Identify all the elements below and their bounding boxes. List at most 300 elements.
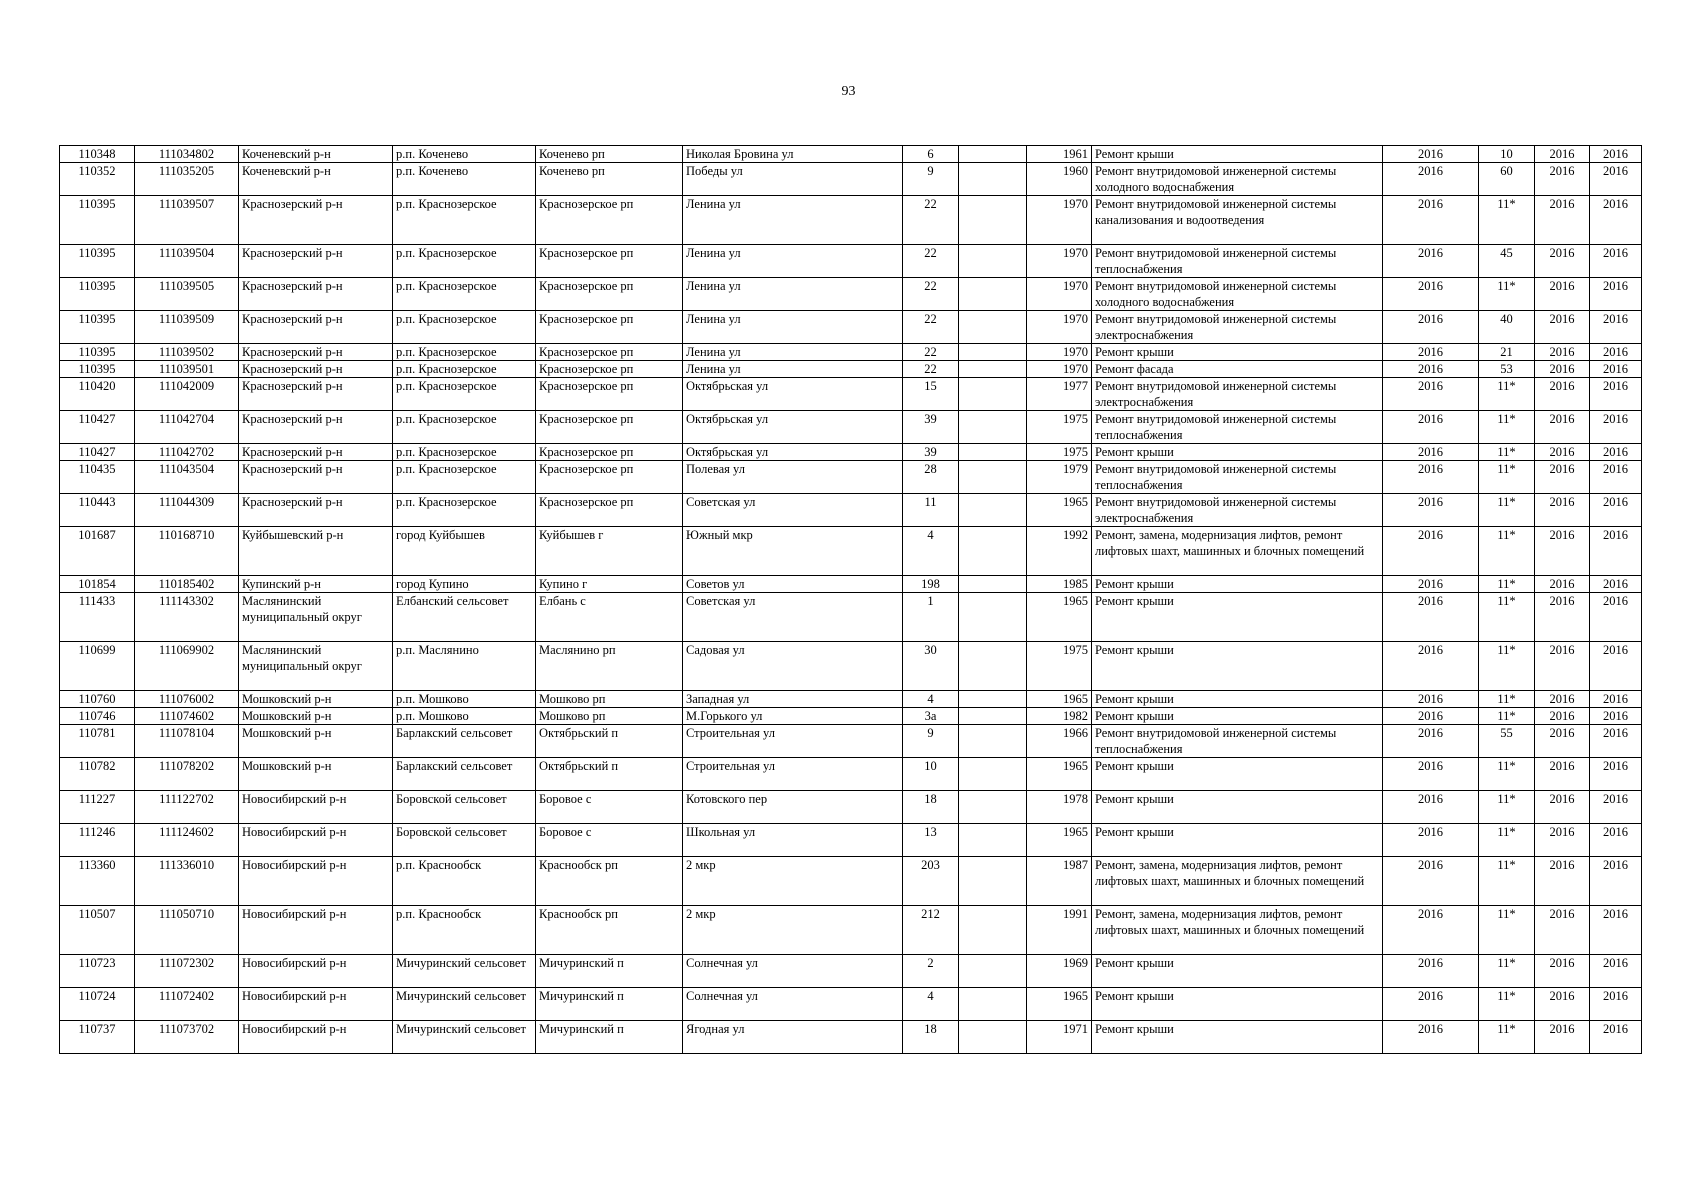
cell-code: 111124602 bbox=[135, 824, 239, 857]
cell-code: 111143302 bbox=[135, 593, 239, 642]
table-row bbox=[60, 411, 1642, 444]
cell-plan-year: 2016 bbox=[1383, 1021, 1479, 1054]
cell-code: 111044309 bbox=[135, 494, 239, 527]
cell-id: 110724 bbox=[60, 988, 135, 1021]
cell-work-type: Ремонт внутридомовой инженерной системы холодного водоснабжения bbox=[1092, 163, 1383, 196]
cell-start-year: 2016 bbox=[1535, 576, 1590, 593]
cell-extra bbox=[959, 576, 1027, 593]
cell-extra bbox=[959, 311, 1027, 344]
cell-value: 11* bbox=[1479, 576, 1535, 593]
cell-plan-year: 2016 bbox=[1383, 278, 1479, 311]
cell-end-year: 2016 bbox=[1590, 593, 1642, 642]
cell-municipality: р.п. Краснозерское bbox=[393, 311, 536, 344]
table-row bbox=[60, 955, 1642, 988]
cell-start-year: 2016 bbox=[1535, 411, 1590, 444]
cell-work-type: Ремонт крыши bbox=[1092, 708, 1383, 725]
cell-year-built: 1985 bbox=[1027, 576, 1092, 593]
cell-locality: Мичуринский п bbox=[536, 1021, 683, 1054]
cell-year-built: 1970 bbox=[1027, 245, 1092, 278]
cell-house: 4 bbox=[903, 988, 959, 1021]
cell-house: 22 bbox=[903, 278, 959, 311]
cell-extra bbox=[959, 642, 1027, 691]
cell-start-year: 2016 bbox=[1535, 378, 1590, 411]
cell-start-year: 2016 bbox=[1535, 988, 1590, 1021]
cell-start-year: 2016 bbox=[1535, 725, 1590, 758]
cell-municipality: Барлакский сельсовет bbox=[393, 725, 536, 758]
cell-plan-year: 2016 bbox=[1383, 857, 1479, 906]
cell-code: 110168710 bbox=[135, 527, 239, 576]
cell-id: 110781 bbox=[60, 725, 135, 758]
table-row bbox=[60, 163, 1642, 196]
cell-house: 4 bbox=[903, 691, 959, 708]
cell-house: 22 bbox=[903, 196, 959, 245]
cell-house: 3а bbox=[903, 708, 959, 725]
cell-street: Котовского пер bbox=[683, 791, 903, 824]
cell-id: 110699 bbox=[60, 642, 135, 691]
cell-value: 11* bbox=[1479, 411, 1535, 444]
cell-extra bbox=[959, 593, 1027, 642]
cell-municipality: город Куйбышев bbox=[393, 527, 536, 576]
cell-code: 111039501 bbox=[135, 361, 239, 378]
cell-district: Мошковский р-н bbox=[239, 708, 393, 725]
cell-start-year: 2016 bbox=[1535, 361, 1590, 378]
cell-locality: Краснозерское рп bbox=[536, 245, 683, 278]
cell-code: 111042704 bbox=[135, 411, 239, 444]
cell-house: 22 bbox=[903, 344, 959, 361]
table-row bbox=[60, 311, 1642, 344]
cell-work-type: Ремонт крыши bbox=[1092, 988, 1383, 1021]
cell-district: Краснозерский р-н bbox=[239, 444, 393, 461]
cell-year-built: 1979 bbox=[1027, 461, 1092, 494]
cell-extra bbox=[959, 691, 1027, 708]
cell-value: 40 bbox=[1479, 311, 1535, 344]
cell-value: 53 bbox=[1479, 361, 1535, 378]
cell-end-year: 2016 bbox=[1590, 245, 1642, 278]
cell-locality: Краснообск рп bbox=[536, 906, 683, 955]
cell-district: Мошковский р-н bbox=[239, 758, 393, 791]
cell-year-built: 1975 bbox=[1027, 642, 1092, 691]
cell-start-year: 2016 bbox=[1535, 708, 1590, 725]
cell-value: 11* bbox=[1479, 906, 1535, 955]
cell-code: 111069902 bbox=[135, 642, 239, 691]
table-row bbox=[60, 642, 1642, 691]
cell-district: Краснозерский р-н bbox=[239, 494, 393, 527]
cell-code: 110185402 bbox=[135, 576, 239, 593]
cell-year-built: 1966 bbox=[1027, 725, 1092, 758]
cell-value: 11* bbox=[1479, 461, 1535, 494]
cell-plan-year: 2016 bbox=[1383, 163, 1479, 196]
cell-value: 60 bbox=[1479, 163, 1535, 196]
cell-extra bbox=[959, 906, 1027, 955]
cell-street: Октябрьская ул bbox=[683, 411, 903, 444]
cell-year-built: 1991 bbox=[1027, 906, 1092, 955]
cell-municipality: Мичуринский сельсовет bbox=[393, 955, 536, 988]
cell-year-built: 1970 bbox=[1027, 196, 1092, 245]
cell-code: 111050710 bbox=[135, 906, 239, 955]
cell-street: Ленина ул bbox=[683, 311, 903, 344]
table-row bbox=[60, 824, 1642, 857]
cell-district: Купинский р-н bbox=[239, 576, 393, 593]
cell-end-year: 2016 bbox=[1590, 278, 1642, 311]
cell-work-type: Ремонт крыши bbox=[1092, 1021, 1383, 1054]
cell-plan-year: 2016 bbox=[1383, 411, 1479, 444]
table-row bbox=[60, 691, 1642, 708]
cell-work-type: Ремонт крыши bbox=[1092, 576, 1383, 593]
cell-extra bbox=[959, 527, 1027, 576]
cell-value: 11* bbox=[1479, 278, 1535, 311]
cell-year-built: 1970 bbox=[1027, 278, 1092, 311]
cell-code: 111042702 bbox=[135, 444, 239, 461]
cell-value: 11* bbox=[1479, 708, 1535, 725]
cell-municipality: Мичуринский сельсовет bbox=[393, 988, 536, 1021]
cell-code: 111043504 bbox=[135, 461, 239, 494]
cell-work-type: Ремонт, замена, модернизация лифтов, ремонт лифтовых шахт, машинных и блочных помещений bbox=[1092, 527, 1383, 576]
cell-end-year: 2016 bbox=[1590, 361, 1642, 378]
cell-start-year: 2016 bbox=[1535, 494, 1590, 527]
cell-year-built: 1987 bbox=[1027, 857, 1092, 906]
cell-street: Садовая ул bbox=[683, 642, 903, 691]
cell-year-built: 1971 bbox=[1027, 1021, 1092, 1054]
cell-work-type: Ремонт внутридомовой инженерной системы холодного водоснабжения bbox=[1092, 278, 1383, 311]
cell-municipality: р.п. Краснозерское bbox=[393, 494, 536, 527]
cell-locality: Коченево рп bbox=[536, 146, 683, 163]
cell-id: 110507 bbox=[60, 906, 135, 955]
cell-work-type: Ремонт внутридомовой инженерной системы электроснабжения bbox=[1092, 378, 1383, 411]
cell-id: 110760 bbox=[60, 691, 135, 708]
table-row bbox=[60, 245, 1642, 278]
cell-start-year: 2016 bbox=[1535, 955, 1590, 988]
cell-plan-year: 2016 bbox=[1383, 494, 1479, 527]
cell-work-type: Ремонт крыши bbox=[1092, 642, 1383, 691]
cell-house: 2 bbox=[903, 955, 959, 988]
table-row bbox=[60, 791, 1642, 824]
cell-end-year: 2016 bbox=[1590, 824, 1642, 857]
cell-extra bbox=[959, 444, 1027, 461]
cell-house: 203 bbox=[903, 857, 959, 906]
cell-street: Николая Бровина ул bbox=[683, 146, 903, 163]
cell-extra bbox=[959, 461, 1027, 494]
cell-start-year: 2016 bbox=[1535, 196, 1590, 245]
cell-extra bbox=[959, 988, 1027, 1021]
cell-municipality: Мичуринский сельсовет bbox=[393, 1021, 536, 1054]
cell-house: 9 bbox=[903, 163, 959, 196]
cell-work-type: Ремонт крыши bbox=[1092, 758, 1383, 791]
cell-municipality: р.п. Мошково bbox=[393, 708, 536, 725]
cell-district: Новосибирский р-н bbox=[239, 824, 393, 857]
cell-plan-year: 2016 bbox=[1383, 988, 1479, 1021]
table-row bbox=[60, 146, 1642, 163]
cell-value: 10 bbox=[1479, 146, 1535, 163]
cell-start-year: 2016 bbox=[1535, 906, 1590, 955]
cell-start-year: 2016 bbox=[1535, 461, 1590, 494]
cell-street: Советская ул bbox=[683, 593, 903, 642]
cell-municipality: р.п. Краснозерское bbox=[393, 245, 536, 278]
cell-plan-year: 2016 bbox=[1383, 576, 1479, 593]
cell-year-built: 1965 bbox=[1027, 494, 1092, 527]
cell-year-built: 1969 bbox=[1027, 955, 1092, 988]
cell-extra bbox=[959, 146, 1027, 163]
cell-end-year: 2016 bbox=[1590, 988, 1642, 1021]
cell-extra bbox=[959, 411, 1027, 444]
cell-start-year: 2016 bbox=[1535, 278, 1590, 311]
cell-id: 113360 bbox=[60, 857, 135, 906]
cell-locality: Краснозерское рп bbox=[536, 311, 683, 344]
cell-locality: Елбань с bbox=[536, 593, 683, 642]
cell-start-year: 2016 bbox=[1535, 758, 1590, 791]
cell-street: М.Горького ул bbox=[683, 708, 903, 725]
cell-id: 110395 bbox=[60, 278, 135, 311]
cell-locality: Краснозерское рп bbox=[536, 344, 683, 361]
cell-work-type: Ремонт крыши bbox=[1092, 146, 1383, 163]
cell-district: Новосибирский р-н bbox=[239, 1021, 393, 1054]
cell-year-built: 1978 bbox=[1027, 791, 1092, 824]
cell-municipality: р.п. Краснообск bbox=[393, 906, 536, 955]
cell-street: Западная ул bbox=[683, 691, 903, 708]
cell-street: Ленина ул bbox=[683, 361, 903, 378]
cell-locality: Мичуринский п bbox=[536, 988, 683, 1021]
cell-municipality: р.п. Краснозерское bbox=[393, 378, 536, 411]
table-row bbox=[60, 593, 1642, 642]
cell-street: Строительная ул bbox=[683, 725, 903, 758]
cell-extra bbox=[959, 708, 1027, 725]
table-row bbox=[60, 278, 1642, 311]
cell-end-year: 2016 bbox=[1590, 146, 1642, 163]
cell-end-year: 2016 bbox=[1590, 725, 1642, 758]
cell-work-type: Ремонт внутридомовой инженерной системы электроснабжения bbox=[1092, 311, 1383, 344]
cell-municipality: р.п. Коченево bbox=[393, 163, 536, 196]
cell-value: 11* bbox=[1479, 791, 1535, 824]
cell-plan-year: 2016 bbox=[1383, 691, 1479, 708]
cell-plan-year: 2016 bbox=[1383, 593, 1479, 642]
cell-id: 111433 bbox=[60, 593, 135, 642]
cell-id: 110427 bbox=[60, 444, 135, 461]
cell-extra bbox=[959, 955, 1027, 988]
cell-street: 2 мкр bbox=[683, 906, 903, 955]
cell-code: 111035205 bbox=[135, 163, 239, 196]
cell-id: 110746 bbox=[60, 708, 135, 725]
cell-start-year: 2016 bbox=[1535, 857, 1590, 906]
cell-start-year: 2016 bbox=[1535, 245, 1590, 278]
cell-plan-year: 2016 bbox=[1383, 906, 1479, 955]
cell-district: Новосибирский р-н bbox=[239, 988, 393, 1021]
cell-locality: Краснозерское рп bbox=[536, 361, 683, 378]
cell-municipality: Боровской сельсовет bbox=[393, 791, 536, 824]
cell-extra bbox=[959, 824, 1027, 857]
table-row bbox=[60, 758, 1642, 791]
cell-code: 111072402 bbox=[135, 988, 239, 1021]
cell-start-year: 2016 bbox=[1535, 791, 1590, 824]
cell-house: 22 bbox=[903, 245, 959, 278]
registry-table bbox=[59, 145, 1642, 1054]
cell-year-built: 1970 bbox=[1027, 344, 1092, 361]
cell-end-year: 2016 bbox=[1590, 411, 1642, 444]
cell-end-year: 2016 bbox=[1590, 857, 1642, 906]
cell-code: 111078202 bbox=[135, 758, 239, 791]
cell-code: 111072302 bbox=[135, 955, 239, 988]
cell-code: 111039505 bbox=[135, 278, 239, 311]
cell-extra bbox=[959, 494, 1027, 527]
cell-work-type: Ремонт, замена, модернизация лифтов, ремонт лифтовых шахт, машинных и блочных помещений bbox=[1092, 906, 1383, 955]
cell-municipality: р.п. Мошково bbox=[393, 691, 536, 708]
page-number: 93 bbox=[841, 84, 856, 99]
cell-start-year: 2016 bbox=[1535, 146, 1590, 163]
cell-locality: Куйбышев г bbox=[536, 527, 683, 576]
cell-house: 13 bbox=[903, 824, 959, 857]
cell-end-year: 2016 bbox=[1590, 163, 1642, 196]
cell-street: Полевая ул bbox=[683, 461, 903, 494]
cell-end-year: 2016 bbox=[1590, 906, 1642, 955]
cell-locality: Коченево рп bbox=[536, 163, 683, 196]
cell-year-built: 1992 bbox=[1027, 527, 1092, 576]
cell-house: 10 bbox=[903, 758, 959, 791]
cell-end-year: 2016 bbox=[1590, 311, 1642, 344]
cell-code: 111076002 bbox=[135, 691, 239, 708]
cell-plan-year: 2016 bbox=[1383, 245, 1479, 278]
cell-municipality: р.п. Краснозерское bbox=[393, 411, 536, 444]
cell-end-year: 2016 bbox=[1590, 444, 1642, 461]
cell-locality: Краснозерское рп bbox=[536, 278, 683, 311]
cell-value: 11* bbox=[1479, 1021, 1535, 1054]
cell-extra bbox=[959, 857, 1027, 906]
cell-value: 11* bbox=[1479, 691, 1535, 708]
cell-locality: Октябрьский п bbox=[536, 758, 683, 791]
cell-municipality: р.п. Маслянино bbox=[393, 642, 536, 691]
table-row bbox=[60, 725, 1642, 758]
cell-district: Новосибирский р-н bbox=[239, 791, 393, 824]
cell-value: 11* bbox=[1479, 444, 1535, 461]
cell-work-type: Ремонт внутридомовой инженерной системы теплоснабжения bbox=[1092, 461, 1383, 494]
table-row bbox=[60, 857, 1642, 906]
cell-plan-year: 2016 bbox=[1383, 146, 1479, 163]
cell-work-type: Ремонт внутридомовой инженерной системы канализования и водоотведения bbox=[1092, 196, 1383, 245]
cell-plan-year: 2016 bbox=[1383, 824, 1479, 857]
cell-work-type: Ремонт крыши bbox=[1092, 593, 1383, 642]
cell-value: 11* bbox=[1479, 988, 1535, 1021]
table-row bbox=[60, 378, 1642, 411]
cell-street: Ягодная ул bbox=[683, 1021, 903, 1054]
cell-end-year: 2016 bbox=[1590, 642, 1642, 691]
cell-id: 110395 bbox=[60, 196, 135, 245]
cell-value: 11* bbox=[1479, 642, 1535, 691]
table-row bbox=[60, 196, 1642, 245]
cell-municipality: р.п. Краснообск bbox=[393, 857, 536, 906]
cell-year-built: 1965 bbox=[1027, 988, 1092, 1021]
cell-locality: Краснозерское рп bbox=[536, 411, 683, 444]
cell-start-year: 2016 bbox=[1535, 163, 1590, 196]
cell-value: 45 bbox=[1479, 245, 1535, 278]
cell-code: 111078104 bbox=[135, 725, 239, 758]
cell-extra bbox=[959, 758, 1027, 791]
cell-value: 11* bbox=[1479, 527, 1535, 576]
cell-municipality: р.п. Краснозерское bbox=[393, 344, 536, 361]
cell-plan-year: 2016 bbox=[1383, 758, 1479, 791]
cell-code: 111073702 bbox=[135, 1021, 239, 1054]
cell-district: Новосибирский р-н bbox=[239, 857, 393, 906]
cell-locality: Октябрьский п bbox=[536, 725, 683, 758]
cell-municipality: Елбанский сельсовет bbox=[393, 593, 536, 642]
cell-district: Мошковский р-н bbox=[239, 691, 393, 708]
cell-end-year: 2016 bbox=[1590, 955, 1642, 988]
cell-end-year: 2016 bbox=[1590, 494, 1642, 527]
cell-district: Куйбышевский р-н bbox=[239, 527, 393, 576]
cell-street: Октябрьская ул bbox=[683, 444, 903, 461]
cell-start-year: 2016 bbox=[1535, 527, 1590, 576]
cell-district: Краснозерский р-н bbox=[239, 196, 393, 245]
cell-district: Маслянинский муниципальный округ bbox=[239, 593, 393, 642]
cell-id: 110395 bbox=[60, 245, 135, 278]
cell-house: 11 bbox=[903, 494, 959, 527]
cell-work-type: Ремонт крыши bbox=[1092, 444, 1383, 461]
cell-plan-year: 2016 bbox=[1383, 461, 1479, 494]
cell-street: Солнечная ул bbox=[683, 988, 903, 1021]
cell-year-built: 1975 bbox=[1027, 411, 1092, 444]
cell-locality: Боровое с bbox=[536, 791, 683, 824]
cell-house: 6 bbox=[903, 146, 959, 163]
cell-value: 11* bbox=[1479, 824, 1535, 857]
cell-value: 55 bbox=[1479, 725, 1535, 758]
cell-plan-year: 2016 bbox=[1383, 444, 1479, 461]
cell-locality: Краснозерское рп bbox=[536, 196, 683, 245]
cell-id: 110395 bbox=[60, 311, 135, 344]
cell-end-year: 2016 bbox=[1590, 1021, 1642, 1054]
cell-end-year: 2016 bbox=[1590, 708, 1642, 725]
cell-extra bbox=[959, 791, 1027, 824]
cell-street: Октябрьская ул bbox=[683, 378, 903, 411]
cell-district: Краснозерский р-н bbox=[239, 378, 393, 411]
cell-end-year: 2016 bbox=[1590, 791, 1642, 824]
cell-year-built: 1965 bbox=[1027, 691, 1092, 708]
cell-locality: Краснообск рп bbox=[536, 857, 683, 906]
cell-district: Краснозерский р-н bbox=[239, 361, 393, 378]
cell-district: Краснозерский р-н bbox=[239, 411, 393, 444]
cell-street: Строительная ул bbox=[683, 758, 903, 791]
cell-extra bbox=[959, 278, 1027, 311]
cell-plan-year: 2016 bbox=[1383, 311, 1479, 344]
cell-start-year: 2016 bbox=[1535, 642, 1590, 691]
table-row bbox=[60, 1021, 1642, 1054]
cell-house: 1 bbox=[903, 593, 959, 642]
cell-house: 39 bbox=[903, 444, 959, 461]
cell-street: Ленина ул bbox=[683, 344, 903, 361]
cell-municipality: р.п. Краснозерское bbox=[393, 461, 536, 494]
cell-house: 9 bbox=[903, 725, 959, 758]
cell-value: 11* bbox=[1479, 196, 1535, 245]
cell-street: Ленина ул bbox=[683, 245, 903, 278]
cell-locality: Краснозерское рп bbox=[536, 378, 683, 411]
table-row bbox=[60, 576, 1642, 593]
cell-district: Коченевский р-н bbox=[239, 163, 393, 196]
cell-year-built: 1970 bbox=[1027, 311, 1092, 344]
cell-extra bbox=[959, 1021, 1027, 1054]
cell-municipality: город Купино bbox=[393, 576, 536, 593]
cell-id: 110395 bbox=[60, 361, 135, 378]
cell-municipality: р.п. Коченево bbox=[393, 146, 536, 163]
cell-id: 110420 bbox=[60, 378, 135, 411]
cell-value: 11* bbox=[1479, 857, 1535, 906]
cell-end-year: 2016 bbox=[1590, 758, 1642, 791]
cell-id: 111246 bbox=[60, 824, 135, 857]
table-row bbox=[60, 461, 1642, 494]
cell-extra bbox=[959, 163, 1027, 196]
cell-house: 18 bbox=[903, 791, 959, 824]
cell-end-year: 2016 bbox=[1590, 527, 1642, 576]
cell-year-built: 1977 bbox=[1027, 378, 1092, 411]
cell-value: 21 bbox=[1479, 344, 1535, 361]
cell-work-type: Ремонт фасада bbox=[1092, 361, 1383, 378]
cell-work-type: Ремонт, замена, модернизация лифтов, ремонт лифтовых шахт, машинных и блочных помещений bbox=[1092, 857, 1383, 906]
cell-work-type: Ремонт внутридомовой инженерной системы теплоснабжения bbox=[1092, 411, 1383, 444]
cell-locality: Краснозерское рп bbox=[536, 461, 683, 494]
